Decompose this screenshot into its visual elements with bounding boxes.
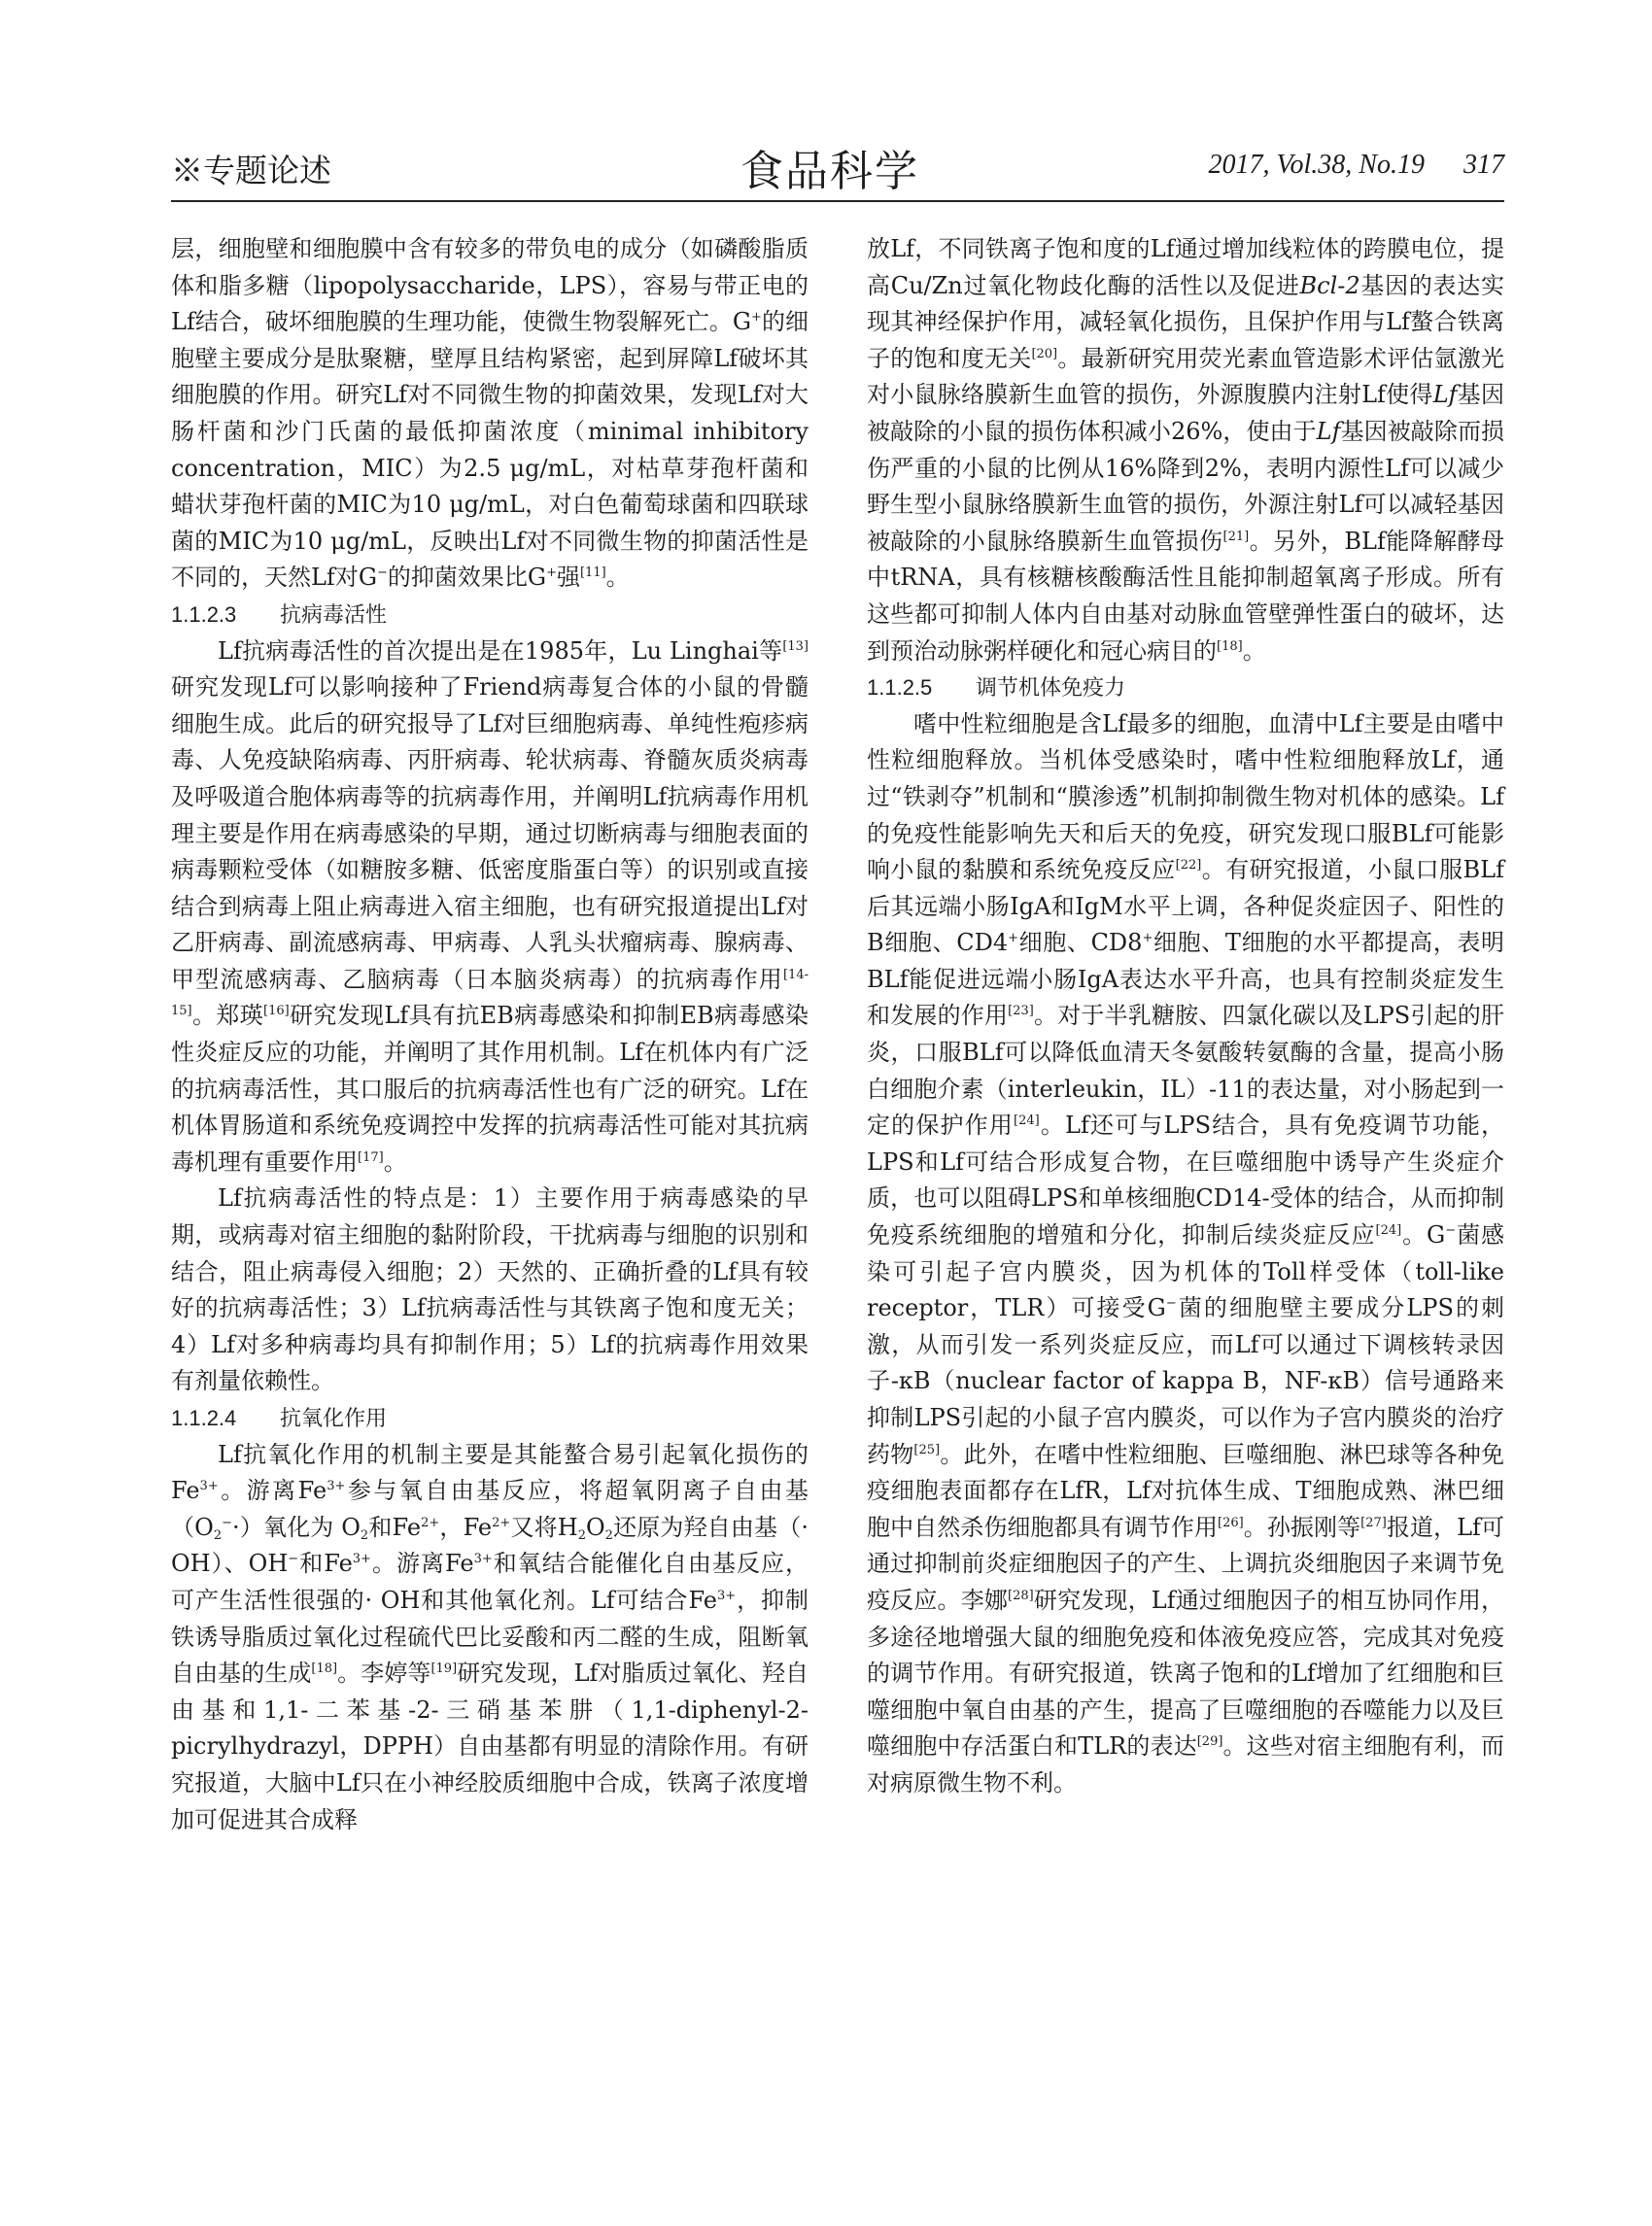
citation: [22] (1175, 858, 1202, 873)
citation: [23] (1008, 1004, 1034, 1019)
section-heading: 1.1.2.5 调节机体免疫力 (867, 675, 1126, 701)
citation: [21] (1222, 529, 1250, 544)
section-heading: 1.1.2.4 抗氧化作用 (171, 1406, 388, 1430)
citation: [26] (1218, 1515, 1244, 1530)
citation: [25] (913, 1442, 941, 1457)
right-column (867, 231, 1504, 1802)
issue-info (1209, 150, 1504, 181)
citation: [17] (358, 1149, 384, 1165)
paragraph: Lf抗病毒活性的特点是：1）主要作用于病毒感染的早期，或病毒对宿主细胞的黏附阶段，干扰病毒与细胞的识别和结合，阻止病毒侵入细胞；2）天然的、正确折叠的Lf具有较好的抗病毒活性；3）Lf抗病毒活性与其铁离子饱和度无关；4）Lf对多种病毒均具有抑制作用；5）Lf的抗病毒作用效果有剂量依赖性。 (171, 1184, 809, 1395)
citation: [18] (1217, 638, 1243, 654)
paragraph: Lf抗病毒活性的首次提出是在1985年，Lu Linghai等[13]研究发现Lf可以影响接种了Friend病毒复合体的小鼠的骨髓细胞生成。此后的研究报导了Lf对巨细胞病毒、单纯性疱疹病毒、人免疫缺陷病毒、丙肝病毒、轮状病毒、脊髓灰质炎病毒及呼吸道合胞体病毒等的抗病毒作用，并阐明Lf抗病毒作用机理主要是作用在病毒感染的早期，通过切断病毒与细胞表面的病毒颗粒受体（如糖胺多糖、低密度脂蛋白等）的识别或直接结合到病毒上阻止病毒进入宿主细胞，也有研究报道提出Lf对乙肝病毒、副流感病毒、甲病毒、人乳头状瘤病毒、腺病毒、甲型流感病毒、乙脑病毒（日本脑炎病毒）的抗病毒作用[14-15]。郑瑛[16]研究发现Lf具有抗EB病毒感染和抑制EB病毒感染性炎症反应的功能，并阐明了其作用机制。Lf在机体内有广泛的抗病毒活性，其口服后的抗病毒活性也有广泛的研究。Lf在机体胃肠道和系统免疫调控中发挥的抗病毒活性可能对其抗病毒机理有重要作用[17]。 (171, 636, 809, 1176)
citation: [20] (1031, 346, 1058, 361)
citation: [28] (1008, 1588, 1034, 1603)
paragraph: 层，细胞壁和细胞膜中含有较多的带负电的成分（如磷酸脂质体和脂多糖（lipopolysaccharide，LPS），容易与带正电的Lf结合，破坏细胞膜的生理功能，使微生物裂解死亡。G+的细胞壁主要成分是肽聚糖，壁厚且结构紧密，起到屏障Lf破坏其细胞膜的作用。研究Lf对不同微生物的抑菌效果，发现Lf对大肠杆菌和沙门氏菌的最低抑菌浓度（minimal inhibitory concentration，MIC）为2.5 μg/mL，对枯草芽孢杆菌和蜡状芽孢杆菌的MIC为10 μg/mL，对白色葡萄球菌和四联球菌的MIC为10 μg/mL，反映出Lf对不同微生物的抑菌活性是不同的，天然Lf对G−的抑菌效果比G+强[11]。 (171, 235, 809, 592)
citation: [24] (1375, 1223, 1402, 1239)
section-heading: 1.1.2.3 抗病毒活性 (171, 601, 388, 627)
left-column (171, 231, 809, 1838)
journal-title: 食品科学 (740, 147, 919, 196)
page-header (171, 136, 1504, 194)
header-rule (171, 200, 1504, 202)
citation: [29] (1196, 1734, 1223, 1750)
paragraph: 嗜中性粒细胞是含Lf最多的细胞，血清中Lf主要是由嗜中性粒细胞释放。当机体受感染时，嗜中性粒细胞释放Lf，通过“铁剥夺”机制和“膜渗透”机制抑制微生物对机体的感染。Lf的免疫性能影响先天和后天的免疫，研究发现口服BLf可能影响小鼠的黏膜和系统免疫反应[22]。有研究报道，小鼠口服BLf后其远端小肠IgA和IgM水平上调，各种促炎症因子、阳性的B细胞、CD4+细胞、CD8+细胞、T细胞的水平都提高，表明BLf能促进远端小肠IgA表达水平升高，也具有控制炎症发生和发展的作用[23]。对于半乳糖胺、四氯化碳以及LPS引起的肝炎，口服BLf可以降低血清天冬氨酸转氨酶的含量，提高小肠白细胞介素（interleukin，IL）-11的表达量，对小肠起到一定的保护作用[24]。Lf还可与LPS结合，具有免疫调节功能，LPS和Lf可结合形成复合物，在巨噬细胞中诱导产生炎症介质，也可以阻碍LPS和单核细胞CD14-受体的结合，从而抑制免疫系统细胞的增殖和分化，抑制后续炎症反应[24]。G−菌感染可引起子宫内膜炎，因为机体的Toll样受体（toll-like receptor，TLR）可接受G−菌的细胞壁主要成分LPS的刺激，从而引发一系列炎症反应，而Lf可以通过下调核转录因子-κB（nuclear factor of kappa B，NF-κB）信号通路来抑制LPS引起的小鼠子宫内膜炎，可以作为子宫内膜炎的治疗药物[25]。此外，在嗜中性粒细胞、巨噬细胞、淋巴球等各种免疫细胞表面都存在LfR，Lf对抗体生成、T细胞成熟、淋巴细胞中自然杀伤细胞都具有调节作用[26]。孙振刚等[27]报道，Lf可通过抑制前炎症细胞因子的产生、上调抗炎细胞因子来调节免疫反应。李娜[28]研究发现，Lf通过细胞因子的相互协同作用，多途径地增强大鼠的细胞免疫和体液免疫应答，完成其对免疫的调节作用。有研究报道，铁离子饱和的Lf增加了红细胞和巨噬细胞中氧自由基的产生，提高了巨噬细胞的吞噬能力以及巨噬细胞中存活蛋白和TLR的表达[29]。这些对宿主细胞有利，而对病原微生物不利。 (867, 709, 1505, 1797)
citation: [24] (1014, 1113, 1040, 1129)
citation: [14-15] (171, 967, 809, 1019)
citation: [19] (430, 1661, 458, 1677)
paragraph: Lf抗氧化作用的机制主要是其能螯合易引起氧化损伤的$Fe^{3+}$。游离$Fe^{3+}$参与氧自由基反应，将超氧阴离子自由基$(O_2^-\cdot)$氧化为 $O_2$和$Fe^{2+}$，$Fe^{2+}$又将$H_2O_2$还原为羟自由基（· OH）、OH−和$Fe^{3+}$。游离$Fe^{3+}$和氧结合能催化自由基反应，可产生活性很强的· OH和其他氧化剂。Lf可结合$Fe^{3+}$，抑制铁诱导脂质过氧化过程硫代巴比妥酸和丙二醛的生成，阻断氧自由基的生成[18]。李婷等[19]研究发现，Lf对脂质过氧化、羟自由基和1,1-二苯基-2-三硝基苯肼（1,1-diphenyl-2-picrylhydrazyl，DPPH）自由基都有明显的清除作用。有研究报道，大脑中Lf只在小神经胶质细胞中合成，铁离子浓度增加可促进其合成释 (171, 1440, 809, 1833)
citation: [18] (311, 1661, 338, 1677)
column-title: ※专题论述 (171, 152, 331, 189)
citation: [13] (782, 638, 809, 654)
citation: [11] (579, 565, 606, 581)
paragraph: 放Lf，不同铁离子饱和度的Lf通过增加线粒体的跨膜电位，提高Cu/Zn过氧化物歧化酶的活性以及促进Bcl-2基因的表达实现其神经保护作用，减轻氧化损伤，且保护作用与Lf螯合铁离子的饱和度无关[20]。最新研究用荧光素血管造影术评估氩激光对小鼠脉络膜新生血管的损伤，外源腹膜内注射Lf使得Lf基因被敲除的小鼠的损伤体积减小26%，使由于Lf基因被敲除而损伤严重的小鼠的比例从16%降到2%，表明内源性Lf可以减少野生型小鼠脉络膜新生血管的损伤，外源注射Lf可以减轻基因被敲除的小鼠脉络膜新生血管损伤[21]。另外，BLf能降解酵母中tRNA，具有核糖核酸酶活性且能抑制超氧离子形成。所有这些都可抑制人体内自由基对动脉血管壁弹性蛋白的破坏，达到预治动脉粥样硬化和冠心病目的[18]。 (867, 235, 1505, 665)
citation: [16] (263, 1004, 290, 1019)
page-number: 317 (1463, 150, 1504, 180)
issue-volume: 2017, Vol.38, No.19 (1208, 150, 1425, 180)
citation: [27] (1360, 1515, 1387, 1530)
